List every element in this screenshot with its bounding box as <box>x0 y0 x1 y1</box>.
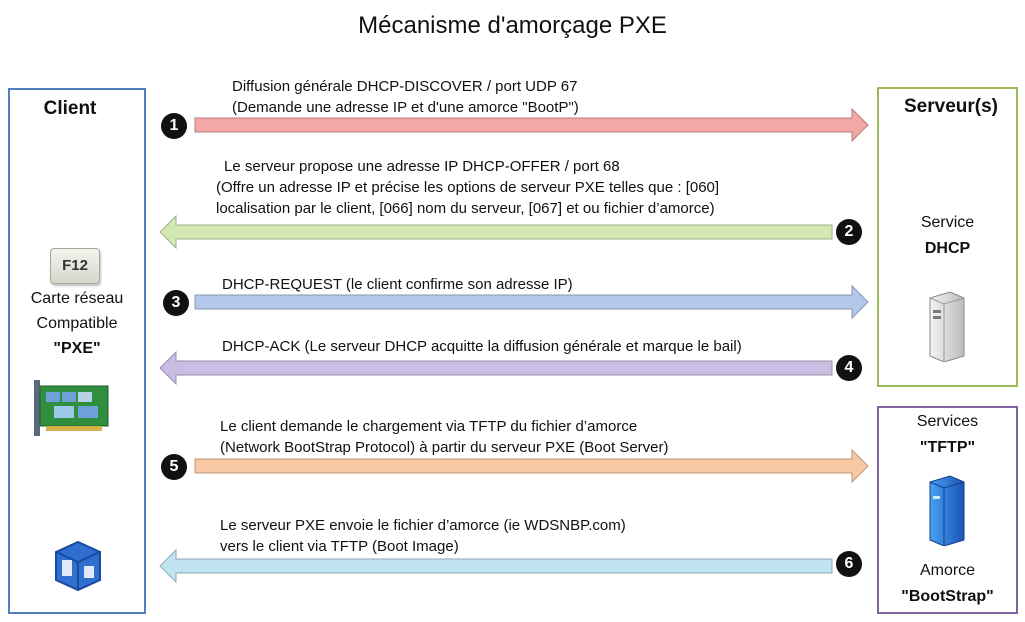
step-1-line-2: (Demande une adresse IP et d'une amorce "BootP") <box>232 99 579 116</box>
step-5-number: 5 <box>161 454 187 480</box>
step-1-message <box>232 76 579 118</box>
step-2-line-2: (Offre un adresse IP et précise les options de serveur PXE telles que : [060] <box>216 179 720 196</box>
step-5-message <box>220 416 669 458</box>
step-2-number: 2 <box>836 219 862 245</box>
client-title: Client <box>43 98 97 119</box>
f12-key-icon: F12 <box>50 248 100 284</box>
server-service-name: DHCP <box>924 240 971 257</box>
server-title: Serveur(s) <box>904 96 998 117</box>
step-3-line-1: DHCP-REQUEST (le client confirme son adresse IP) <box>222 276 573 293</box>
step-4-line-1: DHCP-ACK (Le serveur DHCP acquitte la diffusion générale et marque le bail) <box>222 338 742 355</box>
tftp-services-label: Services <box>916 413 979 430</box>
diagram-title: Mécanisme d'amorçage PXE <box>358 12 667 39</box>
step-2-arrow <box>160 216 832 248</box>
step-5-line-2: (Network BootStrap Protocol) à partir du serveur PXE (Boot Server) <box>220 439 669 456</box>
step-5-line-1: Le client demande le chargement via TFTP du fichier d’amorce <box>220 418 638 435</box>
step-6-number: 6 <box>836 551 862 577</box>
client-nic-line2: Compatible <box>36 315 118 332</box>
step-2-line-3: localisation par le client, [066] nom du serveur, [067] et ou fichier d’amorce) <box>216 200 715 217</box>
client-nic-line3: "PXE" <box>53 340 101 357</box>
step-3-number: 3 <box>163 290 189 316</box>
step-1-line-1: Diffusion générale DHCP-DISCOVER / port UDP 67 <box>232 78 578 95</box>
tftp-amorce-label: Amorce <box>919 562 976 579</box>
step-1-number: 1 <box>161 113 187 139</box>
step-4-message <box>222 336 742 357</box>
step-6-message <box>220 515 626 557</box>
tftp-services-name: "TFTP" <box>919 439 976 456</box>
step-2-message <box>216 156 719 219</box>
client-nic-line1: Carte réseau <box>30 290 124 307</box>
server-service-label: Service <box>920 214 975 231</box>
step-2-line-1: Le serveur propose une adresse IP DHCP-OFFER / port 68 <box>224 158 620 175</box>
step-4-number: 4 <box>836 355 862 381</box>
step-6-line-2: vers le client via TFTP (Boot Image) <box>220 538 459 555</box>
tftp-amorce-name: "BootStrap" <box>901 588 994 605</box>
step-6-line-1: Le serveur PXE envoie le fichier d’amorce (ie WDSNBP.com) <box>220 517 626 534</box>
step-3-message <box>222 274 573 295</box>
